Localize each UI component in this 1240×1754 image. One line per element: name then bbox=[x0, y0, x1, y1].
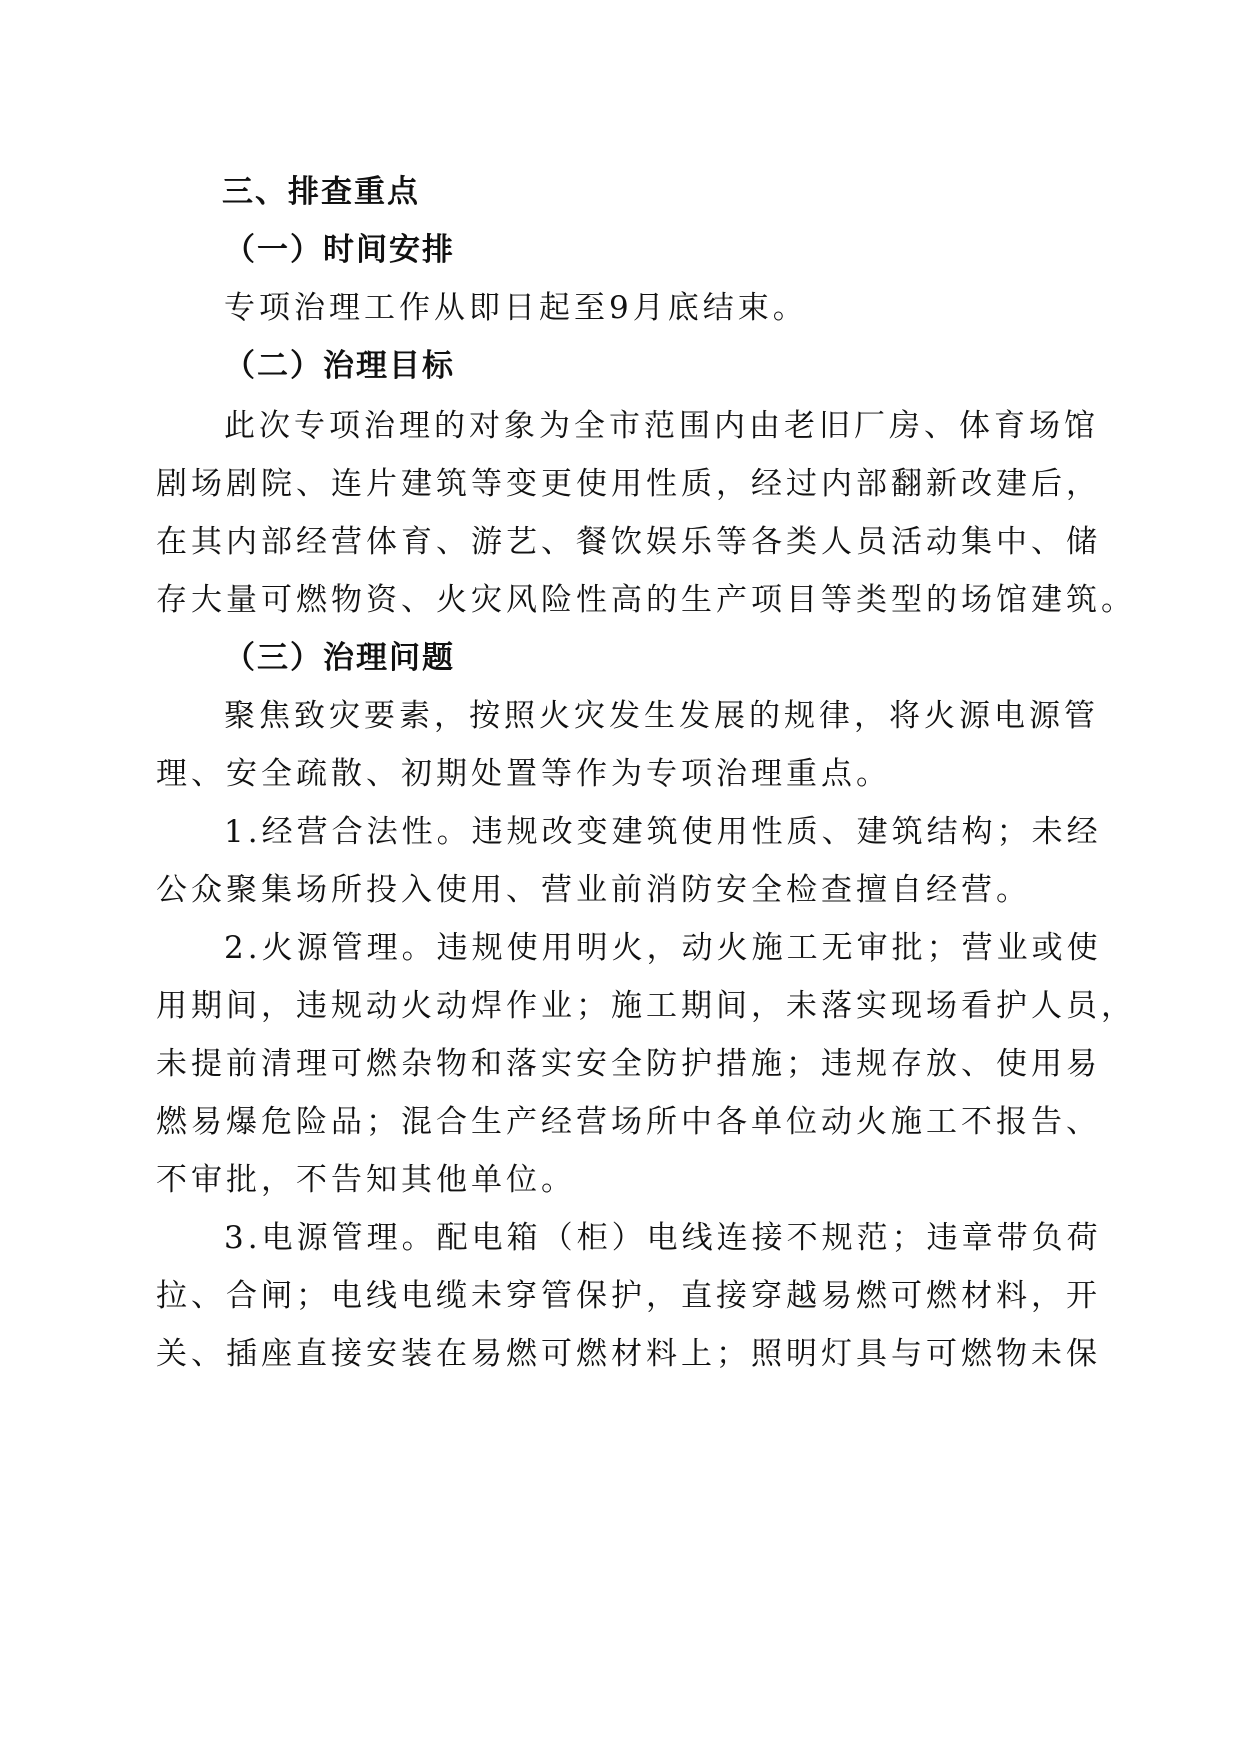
subsection-heading-schedule: （一）时间安排 bbox=[224, 232, 455, 268]
paragraph-line: 1.经营合法性。违规改变建筑使用性质、建筑结构；未经 bbox=[224, 814, 1102, 850]
paragraph-line: 2.火源管理。违规使用明火，动火施工无审批；营业或使 bbox=[224, 930, 1102, 966]
paragraph-line: 在其内部经营体育、游艺、餐饮娱乐等各类人员活动集中、储 bbox=[156, 524, 1101, 560]
paragraph-line: 公众聚集场所投入使用、营业前消防安全检查擅自经营。 bbox=[156, 872, 1031, 908]
paragraph-line: 存大量可燃物资、火灾风险性高的生产项目等类型的场馆建筑。 bbox=[156, 582, 1136, 618]
paragraph-line: 聚焦致灾要素，按照火灾发生发展的规律，将火源电源管 bbox=[224, 698, 1099, 734]
paragraph-line: 理、安全疏散、初期处置等作为专项治理重点。 bbox=[156, 756, 891, 792]
paragraph-line: 剧场剧院、连片建筑等变更使用性质，经过内部翻新改建后， bbox=[156, 466, 1101, 502]
paragraph-line: 燃易爆危险品；混合生产经营场所中各单位动火施工不报告、 bbox=[156, 1104, 1101, 1140]
paragraph-line: 关、插座直接安装在易燃可燃材料上；照明灯具与可燃物未保 bbox=[156, 1336, 1101, 1372]
paragraph-line: 此次专项治理的对象为全市范围内由老旧厂房、体育场馆 bbox=[224, 408, 1099, 444]
subsection-heading-issues: （三）治理问题 bbox=[224, 640, 455, 676]
paragraph-line: 3.电源管理。配电箱（柜）电线连接不规范；违章带负荷 bbox=[224, 1220, 1102, 1256]
paragraph-line: 拉、合闸；电线电缆未穿管保护，直接穿越易燃可燃材料，开 bbox=[156, 1278, 1101, 1314]
subsection-heading-goal: （二）治理目标 bbox=[224, 348, 455, 384]
paragraph-line: 未提前清理可燃杂物和落实安全防护措施；违规存放、使用易 bbox=[156, 1046, 1101, 1082]
paragraph-line: 专项治理工作从即日起至9月底结束。 bbox=[224, 290, 808, 326]
paragraph-line: 不审批，不告知其他单位。 bbox=[156, 1162, 576, 1198]
section-heading-main: 三、排查重点 bbox=[222, 174, 420, 210]
paragraph-line: 用期间，违规动火动焊作业；施工期间，未落实现场看护人员， bbox=[156, 988, 1136, 1024]
